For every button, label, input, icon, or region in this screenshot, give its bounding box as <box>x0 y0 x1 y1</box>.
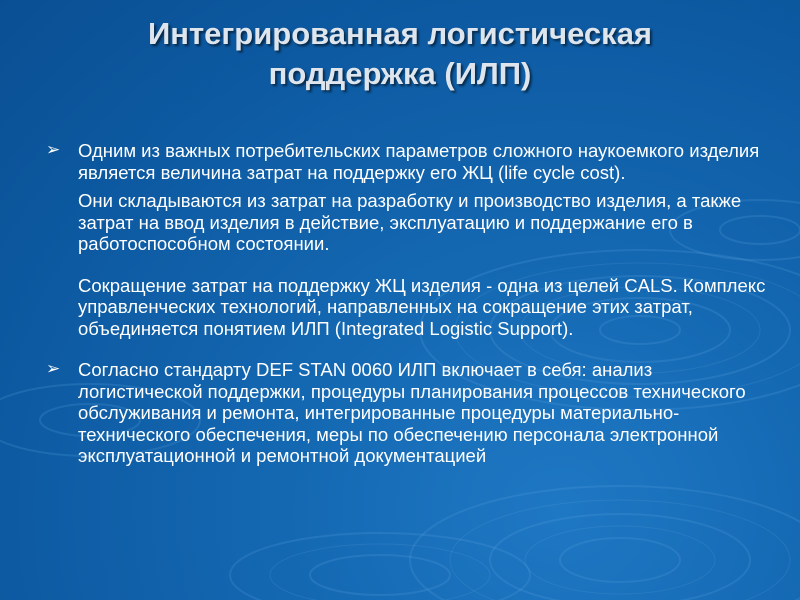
bullet-item-1 <box>46 140 766 339</box>
bullet-1-paragraph-1: Одним из важных потребительских параметров сложного наукоемкого изделия является величина затрат на поддержку его ЖЦ (life cycle cost). <box>78 140 760 183</box>
arrowhead-bullet-icon: ➢ <box>46 140 61 160</box>
slide-body <box>46 140 766 467</box>
title-line-1: Интегрированная логистическая <box>147 16 653 51</box>
bullet-1-paragraph-2: Они складываются из затрат на разработку и производство изделия, а также затрат на ввод изделия в действие, эксплуатацию и поддержание его в работоспособном состоянии. <box>78 190 742 254</box>
title-line-2: поддержка (ИЛП) <box>268 56 532 91</box>
bullet-2-paragraph-1: Согласно стандарту DEF STAN 0060 ИЛП включает в себя: анализ логистической поддержки, процедуры планирования процессов технического обслуживания и ремонта, интегрированные процедуры материально-технического обеспечения, меры по обеспечению персонала электронной эксплуатационной и ремонтной документацией <box>78 359 746 466</box>
arrowhead-bullet-icon: ➢ <box>46 359 61 379</box>
bullet-1-paragraph-3: Сокращение затрат на поддержку ЖЦ изделия - одна из целей CALS. Комплекс управленческих технологий, направленных на сокращение этих затрат, объединяется понятием ИЛП (Integrated Logistic Support). <box>78 274 766 339</box>
bullet-item-2 <box>46 359 766 467</box>
slide-title <box>0 14 800 94</box>
